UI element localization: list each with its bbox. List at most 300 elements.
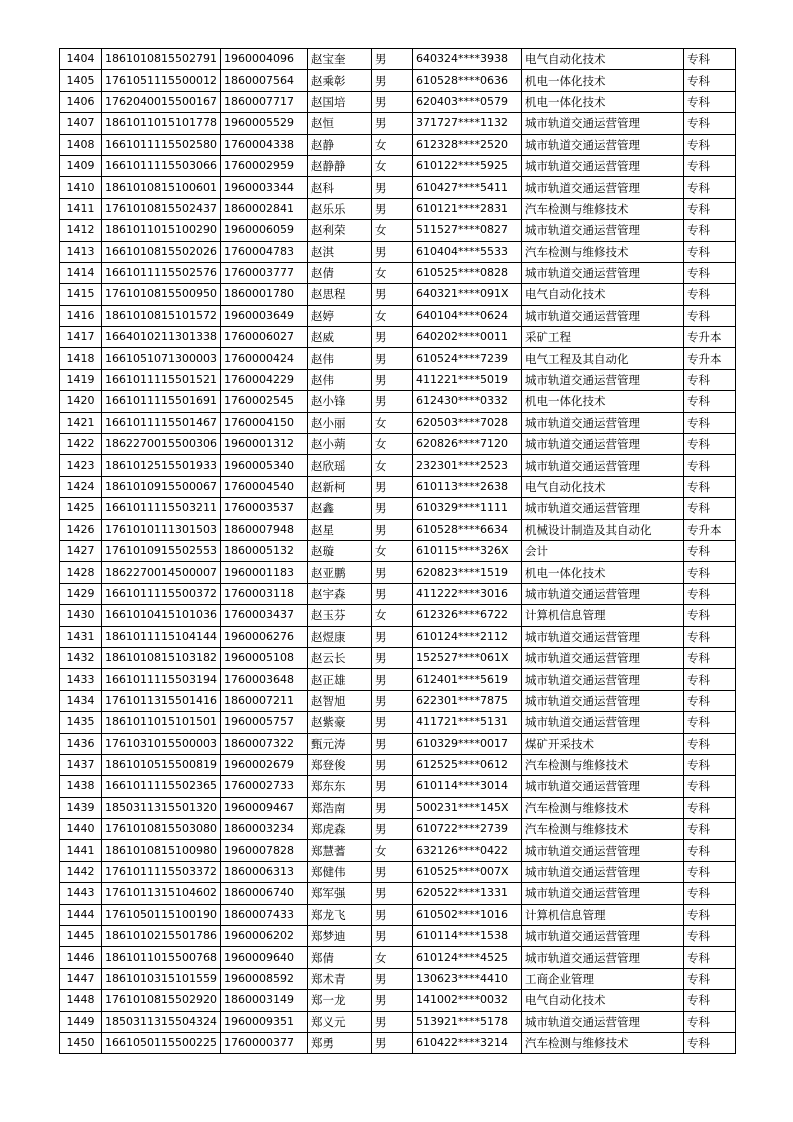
gender-cell: 女 xyxy=(371,305,412,326)
table-row xyxy=(60,262,736,283)
table-row xyxy=(60,904,736,925)
student-name-cell: 赵乘彰 xyxy=(307,70,371,91)
student-name-cell: 赵新柯 xyxy=(307,476,371,497)
row-index-cell: 1442 xyxy=(60,861,102,882)
id-number-cell: 640202****0011 xyxy=(412,327,521,348)
candidate-number-cell: 1862270014500007 xyxy=(102,562,221,583)
table-row xyxy=(60,776,736,797)
student-name-cell: 郑健伟 xyxy=(307,861,371,882)
gender-cell: 女 xyxy=(371,455,412,476)
candidate-number-cell: 1761050115100190 xyxy=(102,904,221,925)
candidate-number-cell: 1661011115502580 xyxy=(102,134,221,155)
student-number-cell: 1960004096 xyxy=(220,49,307,70)
student-name-cell: 郑东东 xyxy=(307,776,371,797)
education-level-cell: 专科 xyxy=(683,562,735,583)
row-index-cell: 1417 xyxy=(60,327,102,348)
gender-cell: 男 xyxy=(371,712,412,733)
table-row xyxy=(60,883,736,904)
gender-cell: 男 xyxy=(371,733,412,754)
id-number-cell: 620503****7028 xyxy=(412,412,521,433)
student-number-cell: 1960003649 xyxy=(220,305,307,326)
id-number-cell: 511527****0827 xyxy=(412,220,521,241)
row-index-cell: 1446 xyxy=(60,947,102,968)
major-cell: 城市轨道交通运营管理 xyxy=(521,840,683,861)
student-number-cell: 1760000424 xyxy=(220,348,307,369)
id-number-cell: 612401****5619 xyxy=(412,669,521,690)
education-level-cell: 专科 xyxy=(683,134,735,155)
student-name-cell: 赵智旭 xyxy=(307,690,371,711)
table-row xyxy=(60,647,736,668)
student-name-cell: 赵璇 xyxy=(307,540,371,561)
candidate-number-cell: 1861010815101572 xyxy=(102,305,221,326)
table-row xyxy=(60,284,736,305)
id-number-cell: 152527****061X xyxy=(412,647,521,668)
education-level-cell: 专升本 xyxy=(683,348,735,369)
student-name-cell: 赵云长 xyxy=(307,647,371,668)
id-number-cell: 610502****1016 xyxy=(412,904,521,925)
row-index-cell: 1419 xyxy=(60,369,102,390)
row-index-cell: 1414 xyxy=(60,262,102,283)
major-cell: 会计 xyxy=(521,540,683,561)
student-number-cell: 1860006740 xyxy=(220,883,307,904)
major-cell: 城市轨道交通运营管理 xyxy=(521,690,683,711)
row-index-cell: 1416 xyxy=(60,305,102,326)
row-index-cell: 1434 xyxy=(60,690,102,711)
gender-cell: 女 xyxy=(371,947,412,968)
gender-cell: 男 xyxy=(371,968,412,989)
student-name-cell: 赵静 xyxy=(307,134,371,155)
major-cell: 城市轨道交通运营管理 xyxy=(521,583,683,604)
student-name-cell: 赵宇森 xyxy=(307,583,371,604)
candidate-number-cell: 1661011115501467 xyxy=(102,412,221,433)
education-level-cell: 专科 xyxy=(683,241,735,262)
student-name-cell: 赵欣瑶 xyxy=(307,455,371,476)
major-cell: 汽车检测与维修技术 xyxy=(521,1032,683,1053)
education-level-cell: 专科 xyxy=(683,177,735,198)
candidate-number-cell: 1761031015500003 xyxy=(102,733,221,754)
student-name-cell: 赵婷 xyxy=(307,305,371,326)
student-number-cell: 1860003149 xyxy=(220,990,307,1011)
education-level-cell: 专科 xyxy=(683,776,735,797)
major-cell: 机电一体化技术 xyxy=(521,562,683,583)
candidate-number-cell: 1664010211301338 xyxy=(102,327,221,348)
student-number-cell: 1760002545 xyxy=(220,391,307,412)
education-level-cell: 专科 xyxy=(683,754,735,775)
major-cell: 采矿工程 xyxy=(521,327,683,348)
student-name-cell: 郑军强 xyxy=(307,883,371,904)
table-row xyxy=(60,1011,736,1032)
candidate-number-cell: 1861010815103182 xyxy=(102,647,221,668)
id-number-cell: 610524****7239 xyxy=(412,348,521,369)
candidate-number-cell: 1661051071300003 xyxy=(102,348,221,369)
gender-cell: 男 xyxy=(371,776,412,797)
student-number-cell: 1960005340 xyxy=(220,455,307,476)
row-index-cell: 1433 xyxy=(60,669,102,690)
id-number-cell: 411222****3016 xyxy=(412,583,521,604)
gender-cell: 男 xyxy=(371,647,412,668)
student-number-cell: 1860007322 xyxy=(220,733,307,754)
gender-cell: 男 xyxy=(371,177,412,198)
student-number-cell: 1860001780 xyxy=(220,284,307,305)
row-index-cell: 1413 xyxy=(60,241,102,262)
gender-cell: 女 xyxy=(371,605,412,626)
table-row xyxy=(60,134,736,155)
education-level-cell: 专科 xyxy=(683,49,735,70)
id-number-cell: 610124****4525 xyxy=(412,947,521,968)
candidate-number-cell: 1761011315501416 xyxy=(102,690,221,711)
row-index-cell: 1445 xyxy=(60,926,102,947)
major-cell: 机械设计制造及其自动化 xyxy=(521,519,683,540)
table-row xyxy=(60,177,736,198)
table-row xyxy=(60,583,736,604)
student-number-cell: 1760002959 xyxy=(220,155,307,176)
education-level-cell: 专科 xyxy=(683,583,735,604)
gender-cell: 男 xyxy=(371,926,412,947)
id-number-cell: 141002****0032 xyxy=(412,990,521,1011)
table-row xyxy=(60,968,736,989)
student-number-cell: 1760006027 xyxy=(220,327,307,348)
id-number-cell: 610329****0017 xyxy=(412,733,521,754)
candidate-number-cell: 1861011015500768 xyxy=(102,947,221,968)
id-number-cell: 612326****6722 xyxy=(412,605,521,626)
student-number-cell: 1760004783 xyxy=(220,241,307,262)
education-level-cell: 专科 xyxy=(683,669,735,690)
major-cell: 城市轨道交通运营管理 xyxy=(521,113,683,134)
row-index-cell: 1447 xyxy=(60,968,102,989)
row-index-cell: 1428 xyxy=(60,562,102,583)
row-index-cell: 1441 xyxy=(60,840,102,861)
id-number-cell: 610113****2638 xyxy=(412,476,521,497)
student-name-cell: 赵利荣 xyxy=(307,220,371,241)
id-number-cell: 610121****2831 xyxy=(412,198,521,219)
student-number-cell: 1960006059 xyxy=(220,220,307,241)
candidate-number-cell: 1861012515501933 xyxy=(102,455,221,476)
row-index-cell: 1404 xyxy=(60,49,102,70)
education-level-cell: 专科 xyxy=(683,412,735,433)
row-index-cell: 1415 xyxy=(60,284,102,305)
row-index-cell: 1424 xyxy=(60,476,102,497)
student-name-cell: 郑登俊 xyxy=(307,754,371,775)
table-row xyxy=(60,241,736,262)
education-level-cell: 专科 xyxy=(683,819,735,840)
major-cell: 城市轨道交通运营管理 xyxy=(521,947,683,968)
id-number-cell: 612430****0332 xyxy=(412,391,521,412)
table-row xyxy=(60,669,736,690)
major-cell: 城市轨道交通运营管理 xyxy=(521,498,683,519)
student-name-cell: 甄元涛 xyxy=(307,733,371,754)
student-number-cell: 1960006276 xyxy=(220,626,307,647)
id-number-cell: 610528****0636 xyxy=(412,70,521,91)
student-name-cell: 郑虎森 xyxy=(307,819,371,840)
education-level-cell: 专科 xyxy=(683,369,735,390)
id-number-cell: 610427****5411 xyxy=(412,177,521,198)
row-index-cell: 1426 xyxy=(60,519,102,540)
major-cell: 城市轨道交通运营管理 xyxy=(521,434,683,455)
gender-cell: 女 xyxy=(371,220,412,241)
student-name-cell: 赵亚鹏 xyxy=(307,562,371,583)
table-row xyxy=(60,947,736,968)
student-number-cell: 1760004229 xyxy=(220,369,307,390)
student-name-cell: 郑术青 xyxy=(307,968,371,989)
student-number-cell: 1960009640 xyxy=(220,947,307,968)
gender-cell: 男 xyxy=(371,284,412,305)
gender-cell: 男 xyxy=(371,990,412,1011)
education-level-cell: 专科 xyxy=(683,455,735,476)
gender-cell: 女 xyxy=(371,134,412,155)
major-cell: 城市轨道交通运营管理 xyxy=(521,926,683,947)
education-level-cell: 专科 xyxy=(683,797,735,818)
major-cell: 城市轨道交通运营管理 xyxy=(521,262,683,283)
education-level-cell: 专科 xyxy=(683,220,735,241)
major-cell: 电气自动化技术 xyxy=(521,476,683,497)
table-row xyxy=(60,305,736,326)
major-cell: 城市轨道交通运营管理 xyxy=(521,155,683,176)
candidate-number-cell: 1661011115503066 xyxy=(102,155,221,176)
id-number-cell: 640321****091X xyxy=(412,284,521,305)
row-index-cell: 1436 xyxy=(60,733,102,754)
major-cell: 汽车检测与维修技术 xyxy=(521,819,683,840)
table-row xyxy=(60,626,736,647)
education-level-cell: 专科 xyxy=(683,476,735,497)
gender-cell: 男 xyxy=(371,369,412,390)
row-index-cell: 1408 xyxy=(60,134,102,155)
row-index-cell: 1439 xyxy=(60,797,102,818)
candidate-number-cell: 1661011115502576 xyxy=(102,262,221,283)
student-number-cell: 1760000377 xyxy=(220,1032,307,1053)
student-number-cell: 1760003437 xyxy=(220,605,307,626)
education-level-cell: 专科 xyxy=(683,861,735,882)
student-number-cell: 1860003234 xyxy=(220,819,307,840)
row-index-cell: 1450 xyxy=(60,1032,102,1053)
id-number-cell: 411721****5131 xyxy=(412,712,521,733)
candidate-number-cell: 1761051115500012 xyxy=(102,70,221,91)
row-index-cell: 1407 xyxy=(60,113,102,134)
table-row xyxy=(60,861,736,882)
table-row xyxy=(60,926,736,947)
row-index-cell: 1430 xyxy=(60,605,102,626)
student-name-cell: 赵倩 xyxy=(307,262,371,283)
candidate-number-cell: 1862270015500306 xyxy=(102,434,221,455)
student-number-cell: 1760003777 xyxy=(220,262,307,283)
student-name-cell: 赵威 xyxy=(307,327,371,348)
gender-cell: 男 xyxy=(371,626,412,647)
student-name-cell: 赵静静 xyxy=(307,155,371,176)
candidate-number-cell: 1861010515500819 xyxy=(102,754,221,775)
education-level-cell: 专科 xyxy=(683,498,735,519)
education-level-cell: 专科 xyxy=(683,305,735,326)
id-number-cell: 232301****2523 xyxy=(412,455,521,476)
candidate-number-cell: 1661011115500372 xyxy=(102,583,221,604)
major-cell: 电气自动化技术 xyxy=(521,49,683,70)
candidate-number-cell: 1661011115503211 xyxy=(102,498,221,519)
student-number-cell: 1960005757 xyxy=(220,712,307,733)
row-index-cell: 1438 xyxy=(60,776,102,797)
candidate-number-cell: 1661011115501521 xyxy=(102,369,221,390)
table-row xyxy=(60,434,736,455)
gender-cell: 男 xyxy=(371,519,412,540)
student-name-cell: 赵鑫 xyxy=(307,498,371,519)
education-level-cell: 专科 xyxy=(683,1011,735,1032)
id-number-cell: 620522****1331 xyxy=(412,883,521,904)
row-index-cell: 1427 xyxy=(60,540,102,561)
gender-cell: 男 xyxy=(371,583,412,604)
major-cell: 城市轨道交通运营管理 xyxy=(521,776,683,797)
row-index-cell: 1444 xyxy=(60,904,102,925)
table-row xyxy=(60,540,736,561)
id-number-cell: 620823****1519 xyxy=(412,562,521,583)
major-cell: 电气工程及其自动化 xyxy=(521,348,683,369)
table-row xyxy=(60,327,736,348)
candidate-number-cell: 1761010815502920 xyxy=(102,990,221,1011)
id-number-cell: 640324****3938 xyxy=(412,49,521,70)
education-level-cell: 专科 xyxy=(683,540,735,561)
id-number-cell: 610422****3214 xyxy=(412,1032,521,1053)
gender-cell: 男 xyxy=(371,348,412,369)
major-cell: 城市轨道交通运营管理 xyxy=(521,305,683,326)
table-row xyxy=(60,476,736,497)
gender-cell: 男 xyxy=(371,861,412,882)
student-number-cell: 1860007564 xyxy=(220,70,307,91)
id-number-cell: 612328****2520 xyxy=(412,134,521,155)
major-cell: 城市轨道交通运营管理 xyxy=(521,626,683,647)
gender-cell: 男 xyxy=(371,476,412,497)
education-level-cell: 专科 xyxy=(683,883,735,904)
gender-cell: 男 xyxy=(371,669,412,690)
student-number-cell: 1960009351 xyxy=(220,1011,307,1032)
major-cell: 城市轨道交通运营管理 xyxy=(521,861,683,882)
student-number-cell: 1760002733 xyxy=(220,776,307,797)
table-row xyxy=(60,605,736,626)
table-row xyxy=(60,220,736,241)
student-name-cell: 赵小丽 xyxy=(307,412,371,433)
id-number-cell: 620826****7120 xyxy=(412,434,521,455)
id-number-cell: 622301****7875 xyxy=(412,690,521,711)
student-number-cell: 1960001312 xyxy=(220,434,307,455)
row-index-cell: 1421 xyxy=(60,412,102,433)
major-cell: 城市轨道交通运营管理 xyxy=(521,712,683,733)
major-cell: 城市轨道交通运营管理 xyxy=(521,669,683,690)
id-number-cell: 610115****326X xyxy=(412,540,521,561)
student-name-cell: 郑梦迪 xyxy=(307,926,371,947)
candidate-number-cell: 1850311315504324 xyxy=(102,1011,221,1032)
row-index-cell: 1440 xyxy=(60,819,102,840)
major-cell: 汽车检测与维修技术 xyxy=(521,241,683,262)
row-index-cell: 1405 xyxy=(60,70,102,91)
gender-cell: 男 xyxy=(371,113,412,134)
candidate-number-cell: 1861010915500067 xyxy=(102,476,221,497)
student-name-cell: 赵科 xyxy=(307,177,371,198)
student-name-cell: 郑浩南 xyxy=(307,797,371,818)
table-row xyxy=(60,562,736,583)
student-name-cell: 郑龙飞 xyxy=(307,904,371,925)
id-number-cell: 620403****0579 xyxy=(412,91,521,112)
education-level-cell: 专科 xyxy=(683,968,735,989)
student-roster-table xyxy=(59,48,736,1054)
id-number-cell: 610525****007X xyxy=(412,861,521,882)
candidate-number-cell: 1761010815503080 xyxy=(102,819,221,840)
education-level-cell: 专科 xyxy=(683,113,735,134)
student-name-cell: 郑慧蓍 xyxy=(307,840,371,861)
major-cell: 机电一体化技术 xyxy=(521,91,683,112)
row-index-cell: 1429 xyxy=(60,583,102,604)
candidate-number-cell: 1761011315104602 xyxy=(102,883,221,904)
major-cell: 煤矿开采技术 xyxy=(521,733,683,754)
student-name-cell: 赵伟 xyxy=(307,369,371,390)
candidate-number-cell: 1661010815502026 xyxy=(102,241,221,262)
gender-cell: 男 xyxy=(371,49,412,70)
education-level-cell: 专科 xyxy=(683,198,735,219)
gender-cell: 男 xyxy=(371,562,412,583)
student-number-cell: 1960007828 xyxy=(220,840,307,861)
candidate-number-cell: 1861011015101501 xyxy=(102,712,221,733)
table-row xyxy=(60,348,736,369)
candidate-number-cell: 1661050115500225 xyxy=(102,1032,221,1053)
student-number-cell: 1760004338 xyxy=(220,134,307,155)
major-cell: 汽车检测与维修技术 xyxy=(521,797,683,818)
education-level-cell: 专科 xyxy=(683,284,735,305)
student-number-cell: 1860007211 xyxy=(220,690,307,711)
major-cell: 城市轨道交通运营管理 xyxy=(521,177,683,198)
table-row xyxy=(60,49,736,70)
table-row xyxy=(60,990,736,1011)
student-name-cell: 赵恒 xyxy=(307,113,371,134)
student-number-cell: 1960009467 xyxy=(220,797,307,818)
student-name-cell: 赵星 xyxy=(307,519,371,540)
table-row xyxy=(60,70,736,91)
row-index-cell: 1431 xyxy=(60,626,102,647)
candidate-number-cell: 1861011015100290 xyxy=(102,220,221,241)
student-name-cell: 赵玉芬 xyxy=(307,605,371,626)
table-row xyxy=(60,155,736,176)
education-level-cell: 专科 xyxy=(683,391,735,412)
student-name-cell: 赵乐乐 xyxy=(307,198,371,219)
candidate-number-cell: 1861011115104144 xyxy=(102,626,221,647)
gender-cell: 男 xyxy=(371,327,412,348)
row-index-cell: 1412 xyxy=(60,220,102,241)
education-level-cell: 专科 xyxy=(683,262,735,283)
education-level-cell: 专科 xyxy=(683,947,735,968)
student-name-cell: 赵小锋 xyxy=(307,391,371,412)
student-number-cell: 1960005529 xyxy=(220,113,307,134)
education-level-cell: 专科 xyxy=(683,626,735,647)
id-number-cell: 130623****4410 xyxy=(412,968,521,989)
major-cell: 汽车检测与维修技术 xyxy=(521,198,683,219)
student-number-cell: 1860007717 xyxy=(220,91,307,112)
table-row xyxy=(60,1032,736,1053)
student-number-cell: 1960005108 xyxy=(220,647,307,668)
education-level-cell: 专升本 xyxy=(683,519,735,540)
education-level-cell: 专科 xyxy=(683,712,735,733)
education-level-cell: 专升本 xyxy=(683,327,735,348)
candidate-number-cell: 1861010215501786 xyxy=(102,926,221,947)
education-level-cell: 专科 xyxy=(683,926,735,947)
candidate-number-cell: 1661010415101036 xyxy=(102,605,221,626)
gender-cell: 男 xyxy=(371,70,412,91)
table-row xyxy=(60,498,736,519)
gender-cell: 男 xyxy=(371,198,412,219)
row-index-cell: 1420 xyxy=(60,391,102,412)
student-name-cell: 赵正雄 xyxy=(307,669,371,690)
candidate-number-cell: 1861010315101559 xyxy=(102,968,221,989)
student-number-cell: 1960003344 xyxy=(220,177,307,198)
candidate-number-cell: 1861010815502791 xyxy=(102,49,221,70)
student-number-cell: 1760003648 xyxy=(220,669,307,690)
row-index-cell: 1406 xyxy=(60,91,102,112)
row-index-cell: 1411 xyxy=(60,198,102,219)
candidate-number-cell: 1661011115503194 xyxy=(102,669,221,690)
id-number-cell: 610329****1111 xyxy=(412,498,521,519)
candidate-number-cell: 1861010815100980 xyxy=(102,840,221,861)
